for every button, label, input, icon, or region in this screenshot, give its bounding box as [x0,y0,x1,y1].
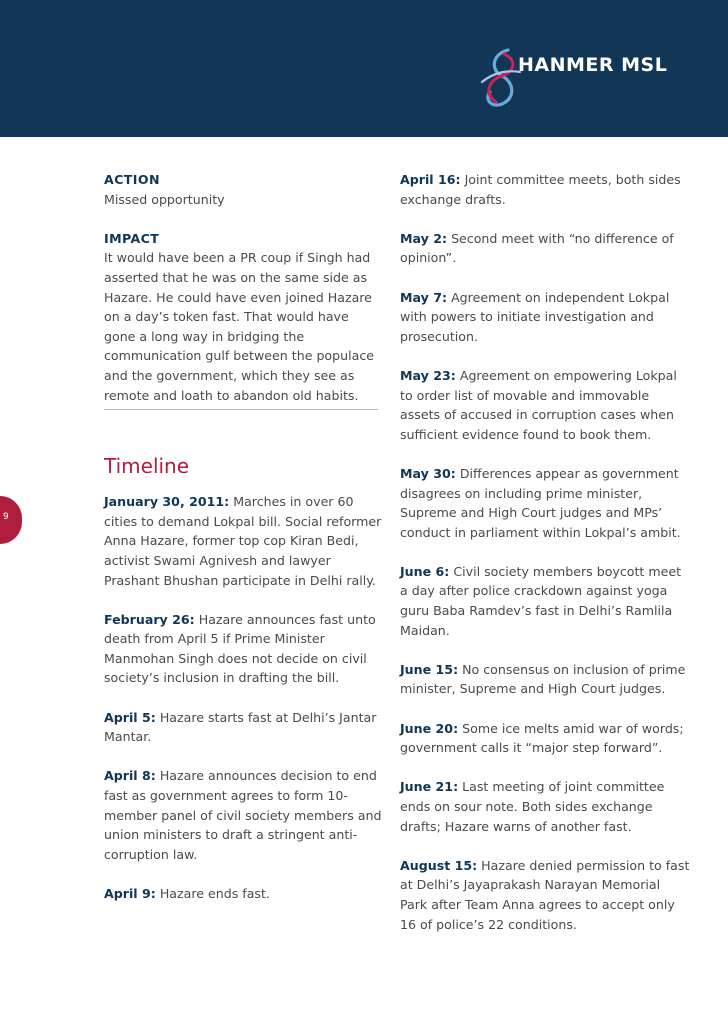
left-column [104,170,384,923]
timeline-entry [400,170,690,209]
entry-text: Some ice melts amid war of words; government calls it “major step forward”. [400,720,684,756]
entry-date: May 30: [400,465,456,481]
entry-date: August 15: [400,857,478,873]
entry-date: June 15: [400,661,459,677]
entry-date: June 6: [400,563,450,579]
entry-text: Agreement on empowering Lokpal to order list of movable and immovable assets of accused in corruption cases when sufficient evidence found to book them. [400,367,677,442]
brand-name: HANMER MSL [518,54,668,76]
action-block [104,170,384,209]
page-number-tab [0,496,22,544]
page-header [0,0,728,137]
entry-date: April 5: [104,709,156,725]
timeline-entry [104,766,384,864]
timeline-entry [400,660,690,699]
entry-text: Differences appear as government disagrees on including prime minister, Supreme and High Court judges and MPs’ conduct in parliament within Lokpal’s ambit. [400,465,681,540]
action-label: ACTION [104,172,160,187]
page-number: 9 [3,512,9,522]
entry-date: April 16: [400,172,461,187]
section-divider [104,409,378,410]
entry-date: February 26: [104,611,195,627]
timeline-heading: Timeline [104,454,190,479]
timeline-entry [104,884,384,904]
entry-text: Hazare starts fast at Delhi’s Jantar Mantar. [104,709,377,745]
impact-text: It would have been a PR coup if Singh had asserted that he was on the same side as Hazare. He could have even joined Hazare on a day’s token fast. That would have gone a long way in bridging the communication gulf between the populace and the government, which they see as remote and loath to abandon old habits. [104,250,375,403]
entry-text: Joint committee meets, both sides exchange drafts. [400,172,681,207]
entry-text: Marches in over 60 cities to demand Lokpal bill. Social reformer Anna Hazare, former top cop Kiran Bedi, activist Swami Agnivesh and lawyer Prashant Bhushan participate in Delhi rally. [104,494,382,588]
right-column [400,170,690,954]
entry-text: Second meet with “no difference of opinion”. [400,230,674,266]
timeline-entry [400,719,690,758]
timeline-entry [400,777,690,836]
timeline-entry [104,492,384,590]
entry-text: Civil society members boycott meet a day after police crackdown against yoga guru Baba Ramdev’s fast in Delhi’s Ramlila Maidan. [400,563,682,638]
timeline-entry [400,464,690,542]
entry-date: May 2: [400,230,448,246]
entry-text: Hazare denied permission to fast at Delhi’s Jayaprakash Narayan Memorial Park after Team Anna agrees to accept only 16 of police’s 22 conditions. [400,857,690,932]
timeline-entries-right [400,170,690,934]
entry-text: Hazare announces decision to end fast as government agrees to form 10-member panel of civil society members and union ministers to draft a stringent anti-corruption law. [104,768,382,862]
action-text: Missed opportunity [104,191,225,207]
impact-block [104,229,384,405]
timeline-entry [104,708,384,747]
timeline-entry [400,288,690,347]
timeline-entry [400,366,690,444]
entry-text: Hazare ends fast. [159,886,270,901]
timeline-entry [400,856,690,934]
entry-date: April 8: [104,768,156,784]
impact-label: IMPACT [104,230,160,246]
timeline-entry [400,562,690,640]
entry-date: June 20: [400,720,459,736]
entry-text: Agreement on independent Lokpal with powers to initiate investigation and prosecution. [400,289,670,344]
timeline-entries-left [104,492,384,903]
entry-text: Hazare announces fast unto death from April 5 if Prime Minister Manmohan Singh does not decide on civil society’s inclusion in drafting the bill. [104,611,376,686]
entry-date: May 7: [400,289,448,305]
entry-date: January 30, 2011: [104,494,230,510]
entry-date: June 21: [400,779,459,795]
entry-text: Last meeting of joint committee ends on sour note. Both sides exchange drafts; Hazare warns of another fast. [400,779,665,834]
entry-date: May 23: [400,367,456,383]
entry-date: April 9: [104,886,156,901]
timeline-entry [400,229,690,268]
timeline-entry [104,610,384,688]
brand-logo [478,48,688,108]
entry-text: No consensus on inclusion of prime minister, Supreme and High Court judges. [400,661,686,697]
